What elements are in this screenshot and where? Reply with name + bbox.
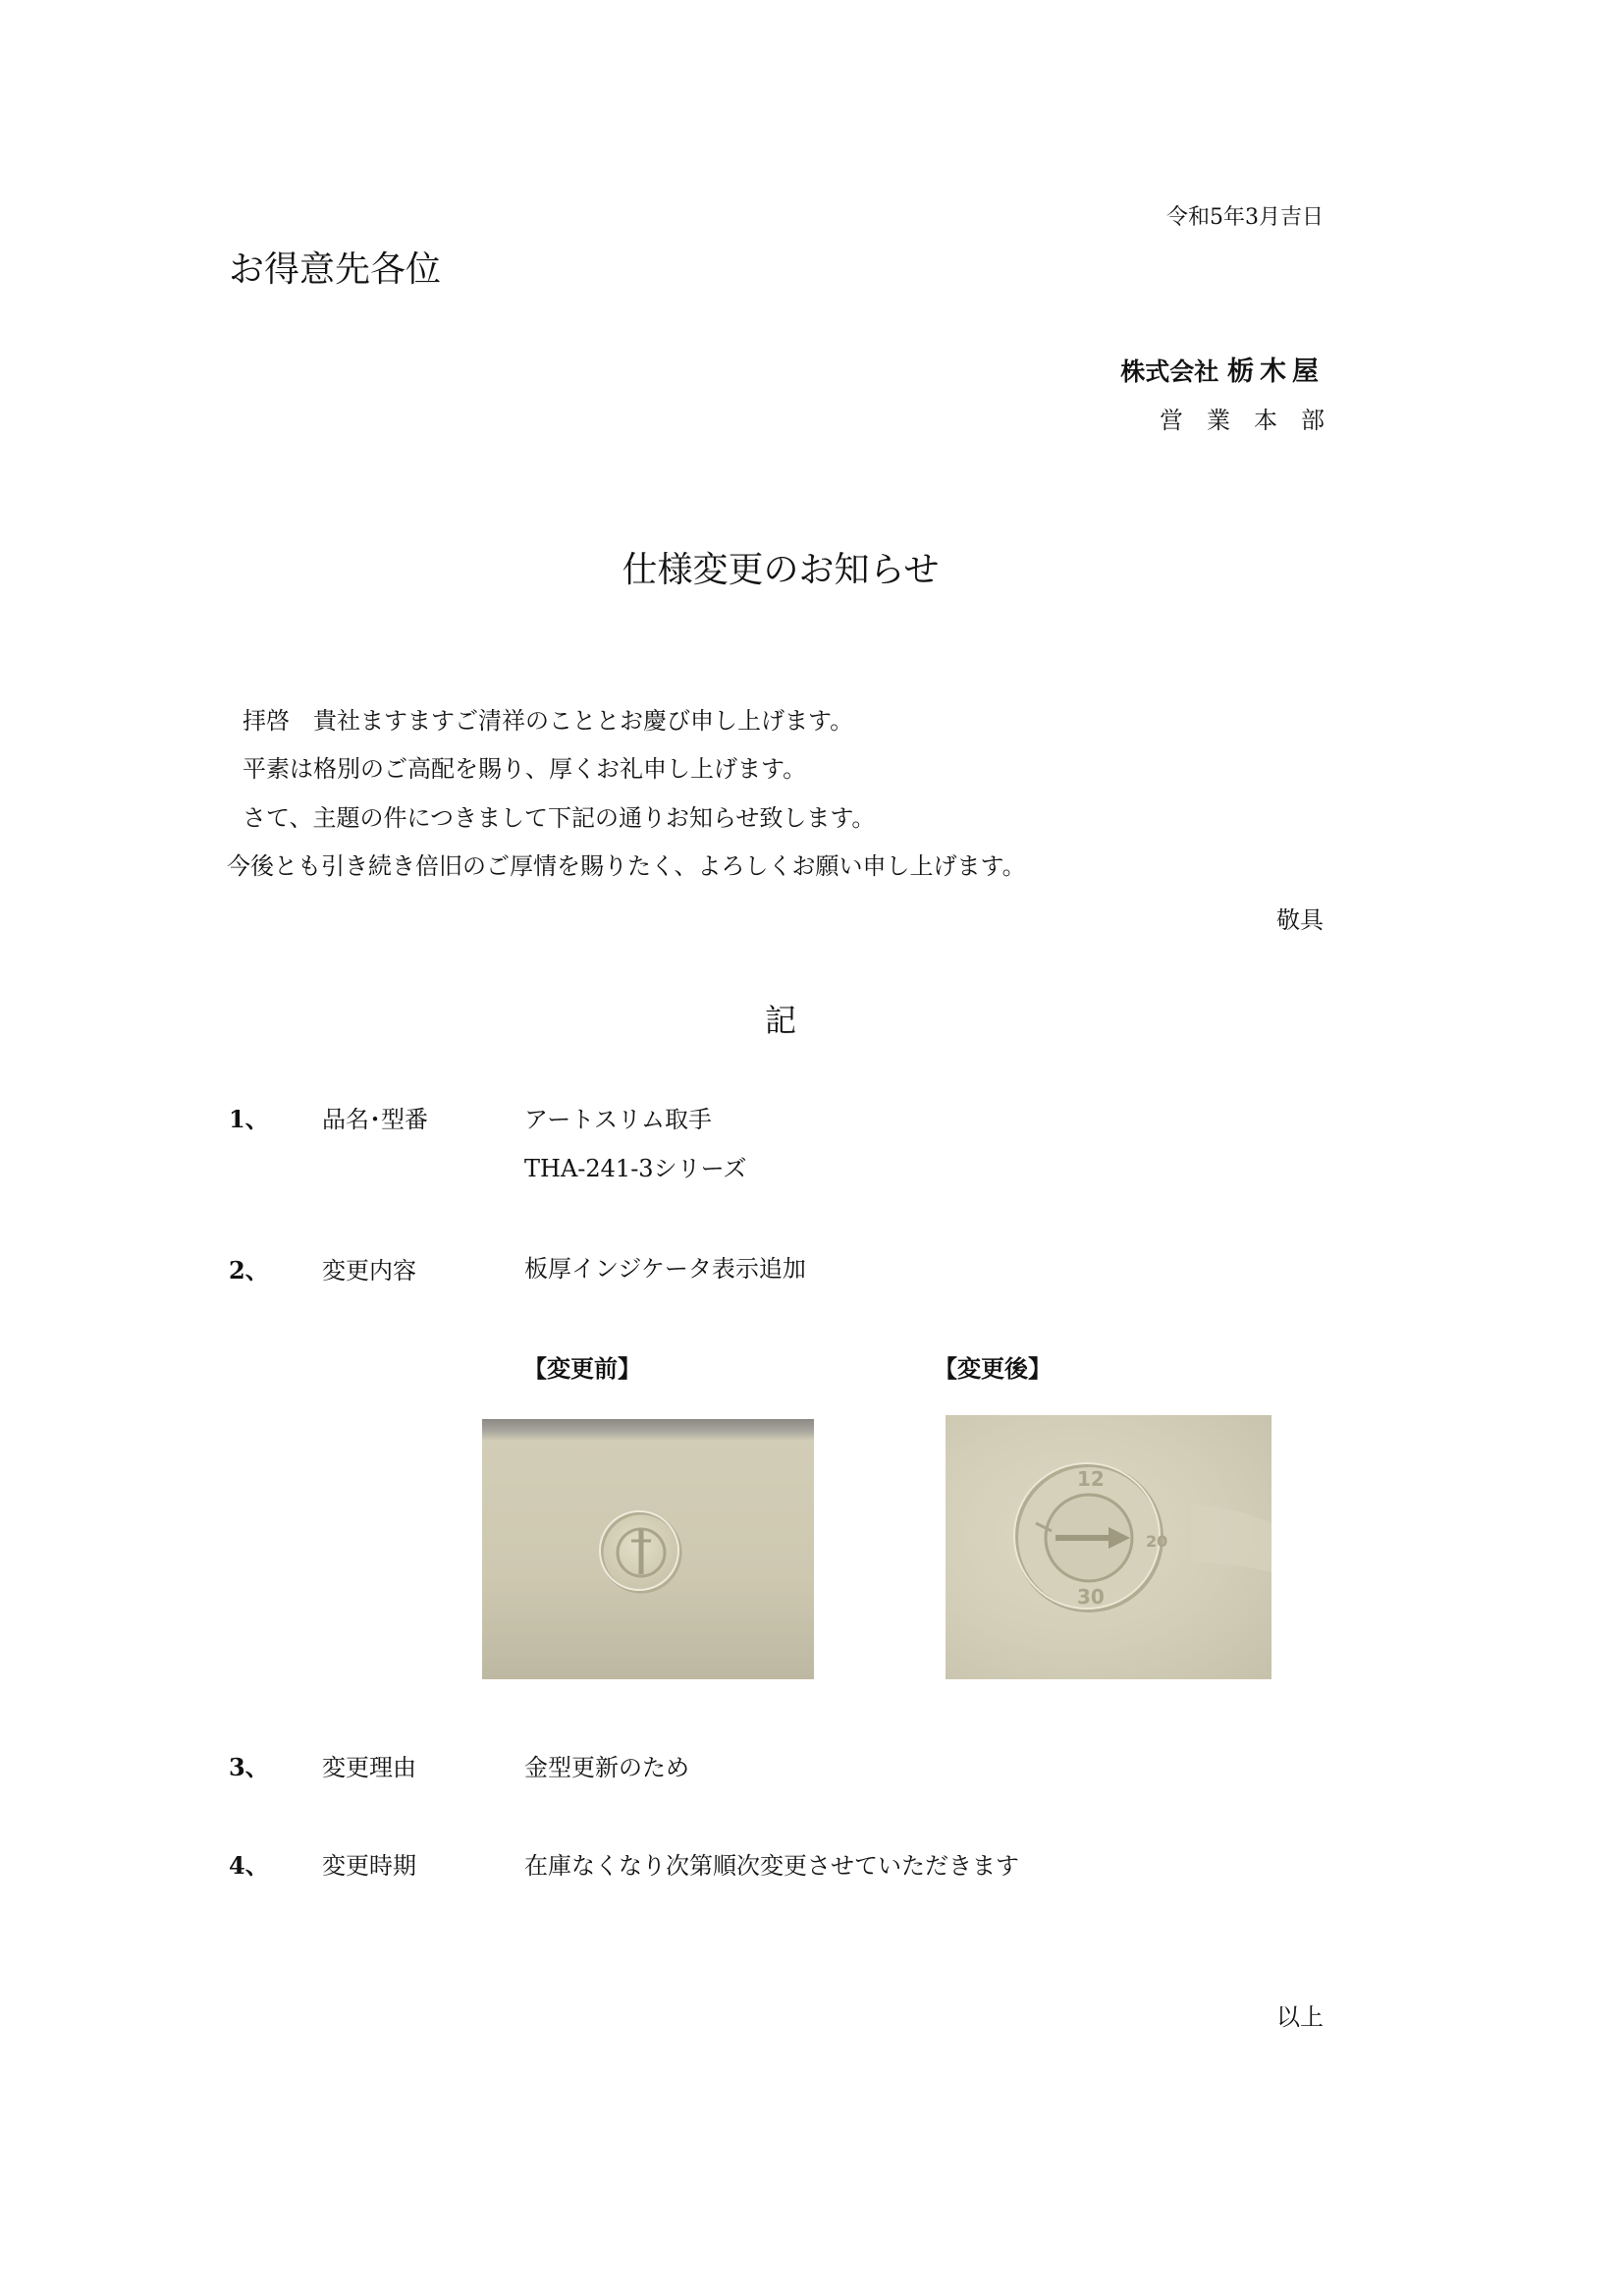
item-value: 在庫なくなり次第順次変更させていただきます: [524, 1852, 1019, 1880]
item-number: 4、: [229, 1851, 269, 1880]
dial-label: 30: [1077, 1585, 1105, 1609]
before-caption: 【変更前】: [523, 1354, 641, 1383]
body-line: 今後とも引き続き倍旧のご厚情を賜りたく、よろしくお願い申し上げます。: [227, 852, 1026, 880]
page-title: 仕様変更のお知らせ: [622, 550, 940, 590]
item-number: 1、: [229, 1105, 269, 1133]
before-photo: [482, 1419, 814, 1679]
body-line: 平素は格別のご高配を賜り、厚くお礼申し上げます。: [243, 755, 807, 783]
after-photo: [946, 1415, 1271, 1679]
item-label: 変更時期: [322, 1852, 416, 1880]
before-indicator-image: [482, 1419, 814, 1679]
item-label: 品名･型番: [322, 1106, 428, 1133]
document-date: 令和5年3月吉日: [1166, 205, 1324, 230]
end-remark: 以上: [1276, 2003, 1324, 2031]
company-main-name: 栃木屋: [1227, 356, 1325, 387]
body-line: 拝啓 貴社ますますご清祥のこととお慶び申し上げます。: [243, 707, 854, 735]
body-line: さて、主題の件につきまして下記の通りお知らせ致します。: [243, 804, 876, 832]
item-value: 板厚インジケータ表示追加: [524, 1255, 806, 1283]
company-name: [1120, 350, 1325, 388]
item-label: 変更内容: [322, 1257, 416, 1285]
item-value: アートスリム取手: [524, 1106, 713, 1133]
dial-label: 20: [1146, 1532, 1168, 1551]
item-label: 変更理由: [322, 1754, 416, 1781]
item-value: 金型更新のため: [524, 1754, 689, 1781]
item-number: 2、: [229, 1256, 269, 1285]
addressee: お得意先各位: [229, 249, 442, 290]
item-value: THA-241-3シリーズ: [524, 1155, 747, 1182]
ki-heading: 記: [764, 1002, 796, 1039]
company-prefix: 株式会社: [1120, 357, 1219, 386]
dial-label: 12: [1077, 1467, 1105, 1491]
closing-remark: 敬具: [1276, 906, 1324, 934]
after-caption: 【変更後】: [934, 1354, 1052, 1383]
item-number: 3、: [229, 1753, 269, 1781]
department: 営業本部: [1160, 407, 1348, 434]
after-indicator-image: [946, 1415, 1271, 1679]
